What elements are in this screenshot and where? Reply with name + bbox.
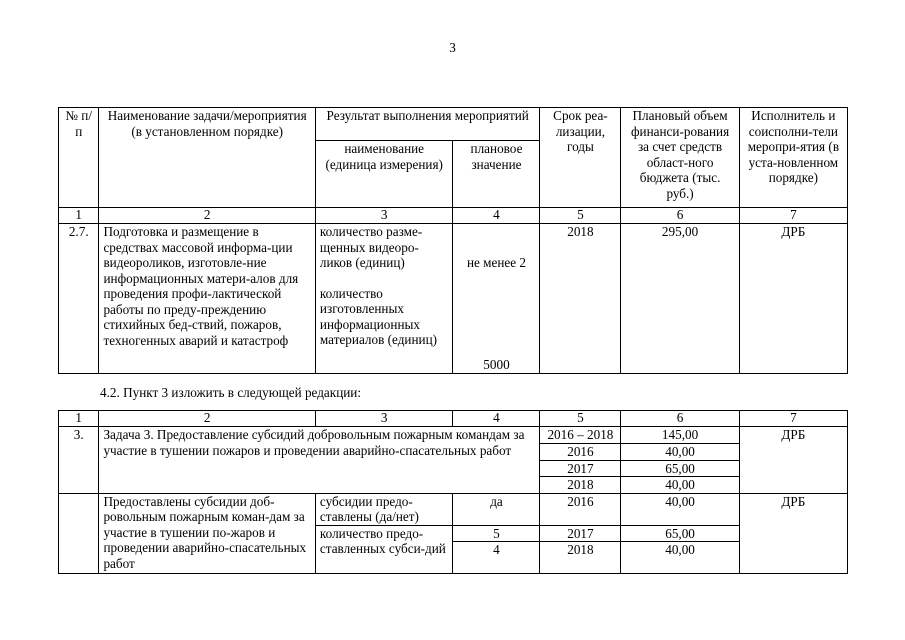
event-amount: 40,00 xyxy=(621,493,739,525)
task-num: 3. xyxy=(59,427,99,494)
col-number: 5 xyxy=(540,411,621,427)
task-executor: ДРБ xyxy=(739,427,847,494)
event-value-1: да xyxy=(453,493,540,525)
header-result-name: наименование (единица измерения) xyxy=(315,141,453,208)
col-number: 4 xyxy=(453,208,540,224)
header-name: Наименование задачи/мероприятия (в установленном порядке) xyxy=(99,108,315,208)
row-values xyxy=(453,224,540,374)
table-1 xyxy=(58,107,848,374)
col-number: 4 xyxy=(453,411,540,427)
task-amount: 65,00 xyxy=(621,460,739,477)
task-year: 2016 – 2018 xyxy=(540,427,621,444)
event-value-2b: 4 xyxy=(453,542,540,574)
event-executor: ДРБ xyxy=(739,493,847,574)
table-2 xyxy=(58,410,848,574)
event-amount: 40,00 xyxy=(621,542,739,574)
row-executor: ДРБ xyxy=(739,224,847,374)
row-finance: 295,00 xyxy=(621,224,739,374)
header-executor: Исполнитель и соисполни-тели меропри-ятия (в уста-новленном порядке) xyxy=(739,108,847,208)
task-amount: 40,00 xyxy=(621,444,739,461)
task-year: 2018 xyxy=(540,477,621,494)
col-number: 1 xyxy=(59,411,99,427)
col-number: 7 xyxy=(739,411,847,427)
task-year: 2017 xyxy=(540,460,621,477)
col-number: 2 xyxy=(99,411,315,427)
header-term: Срок реа-лизации, годы xyxy=(540,108,621,208)
event-year: 2016 xyxy=(540,493,621,525)
row-term: 2018 xyxy=(540,224,621,374)
row-indicators xyxy=(315,224,453,374)
header-result: Результат выполнения мероприятий xyxy=(315,108,540,141)
task-amount: 145,00 xyxy=(621,427,739,444)
event-year: 2017 xyxy=(540,525,621,542)
col-number: 3 xyxy=(315,208,453,224)
event-indicator-2: количество предо-ставленных субси-дий xyxy=(315,525,453,574)
header-num: № п/п xyxy=(59,108,99,208)
task-name: Задача 3. Предоставление субсидий добровольным пожарным командам за участие в тушении пожаров и проведении аварийно-спасательных работ xyxy=(99,427,540,494)
col-number: 7 xyxy=(739,208,847,224)
header-result-value: плановое значение xyxy=(453,141,540,208)
event-name: Предоставлены субсидии доб-ровольным пожарным коман-дам за участие в тушении по-жаров и проведении аварийно-спасательных работ xyxy=(99,493,315,574)
page-number: 3 xyxy=(449,40,456,55)
col-number: 1 xyxy=(59,208,99,224)
amendment-paragraph: 4.2. Пункт 3 изложить в следующей редакции: xyxy=(100,385,362,400)
event-num-cell xyxy=(59,493,99,574)
value-1: не менее 2 xyxy=(466,255,526,270)
col-number: 6 xyxy=(621,208,739,224)
value-2: 5000 xyxy=(483,356,510,372)
col-number: 2 xyxy=(99,208,315,224)
col-number: 5 xyxy=(540,208,621,224)
event-year: 2018 xyxy=(540,542,621,574)
event-value-2a: 5 xyxy=(453,525,540,542)
row-num: 2.7. xyxy=(59,224,99,374)
header-finance: Плановый объем финанси-рования за счет средств област-ного бюджета (тыс. руб.) xyxy=(621,108,739,208)
task-amount: 40,00 xyxy=(621,477,739,494)
indicator-2: количество изготовленных информационных материалов (единиц) xyxy=(319,285,438,347)
row-name: Подготовка и размещение в средствах массовой информа-ции видеороликов, изготовле-ние информационных матери-алов для проведения профи-лактической работы по преду-преждению стихийных бед-ствий, пожаров, техногенных аварий и катастроф xyxy=(99,224,315,374)
event-indicator-1: субсидии предо-ставлены (да/нет) xyxy=(315,493,453,525)
col-number: 6 xyxy=(621,411,739,427)
event-amount: 65,00 xyxy=(621,525,739,542)
task-year: 2016 xyxy=(540,444,621,461)
indicator-1: количество разме-щенных видеоро-ликов (единиц) xyxy=(319,224,423,270)
col-number: 3 xyxy=(315,411,453,427)
